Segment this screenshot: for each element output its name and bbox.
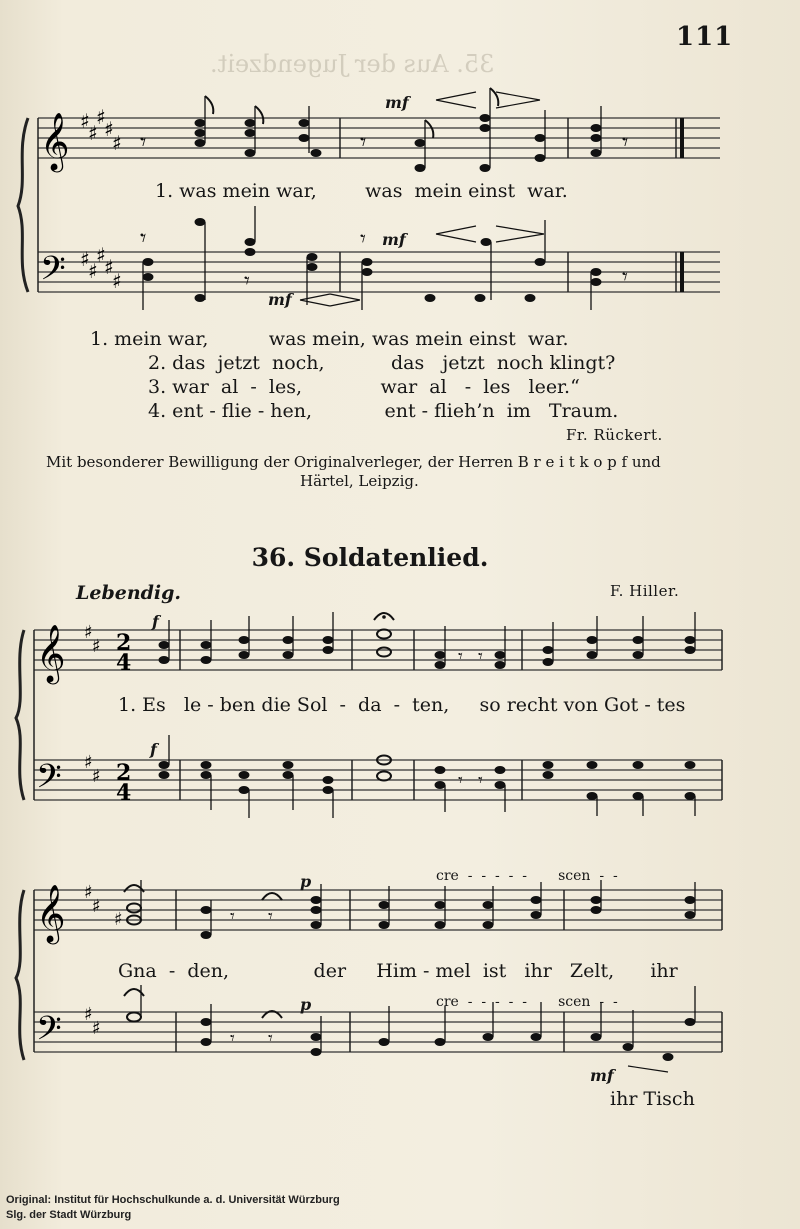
svg-text:♯: ♯ (96, 243, 106, 267)
song-title: 36. Soldatenlied. (251, 543, 489, 572)
svg-text:♯: ♯ (84, 1004, 93, 1025)
svg-text:𝄾: 𝄾 (458, 646, 463, 667)
svg-text:♯: ♯ (84, 752, 93, 773)
svg-text:𝄾: 𝄾 (458, 770, 463, 791)
svg-text:𝄾: 𝄾 (244, 269, 250, 294)
svg-text:𝄾: 𝄾 (230, 1028, 235, 1049)
dynamic-mf-lower: mf (268, 290, 292, 309)
svg-text:♯: ♯ (112, 131, 122, 155)
svg-text:♯: ♯ (84, 882, 93, 903)
svg-text:𝄾: 𝄾 (478, 770, 483, 791)
svg-text:𝄞: 𝄞 (36, 884, 66, 942)
svg-text:𝄾: 𝄾 (140, 224, 147, 252)
dynamic-p-lower: p (300, 995, 312, 1014)
system-1-score (0, 0, 800, 440)
svg-text:𝄾: 𝄾 (622, 265, 628, 290)
svg-text:𝄢: 𝄢 (36, 1010, 62, 1056)
svg-text:♯: ♯ (92, 636, 101, 657)
svg-text:♯: ♯ (104, 255, 114, 279)
dynamic-mf-middle: mf (382, 230, 406, 249)
svg-text:𝄞: 𝄞 (36, 624, 66, 682)
lyrics-verse-1: 1. mein war, was mein, was mein einst war. (90, 328, 569, 350)
time-sig-top-treble: 2 (116, 630, 132, 656)
svg-text:♯: ♯ (84, 622, 93, 643)
composer-credit: F. Hiller. (610, 582, 680, 600)
svg-text:𝄾: 𝄾 (268, 906, 273, 927)
crescendo-lower: cre - - - - - scen - - (436, 994, 618, 1010)
svg-text:♯: ♯ (92, 1018, 101, 1039)
dynamic-p-upper: p (300, 872, 312, 891)
bleed-through-heading: 35. Aus der Jugendzeit. (210, 50, 495, 78)
svg-text:𝄾: 𝄾 (360, 128, 367, 156)
lyrics-verse-3: 3. war al - les, war al - les leer.“ (148, 376, 580, 398)
svg-text:𝄞: 𝄞 (40, 112, 70, 170)
footer-source: Original: Institut für Hochschulkunde a. d. Universität Würzburg (6, 1194, 340, 1206)
page-number: 111 (676, 22, 734, 52)
svg-text:♯: ♯ (88, 259, 98, 283)
svg-text:𝄾: 𝄾 (360, 227, 366, 252)
svg-text:♯: ♯ (80, 247, 90, 271)
lyrics-verse-4: 4. ent - flie - hen, ent - flieh’n im Traum. (148, 400, 619, 422)
svg-text:♯: ♯ (96, 105, 106, 129)
time-sig-bottom-bass: 4 (116, 780, 132, 806)
dynamic-f-upper: f (152, 612, 159, 631)
svg-text:𝄾: 𝄾 (478, 646, 483, 667)
time-sig-bottom-treble: 4 (116, 650, 132, 676)
svg-text:𝄾: 𝄾 (140, 128, 147, 156)
svg-text:♯: ♯ (112, 269, 122, 293)
dynamic-f-lower: f (150, 740, 157, 759)
svg-text:𝄾: 𝄾 (268, 1028, 273, 1049)
svg-text:♯: ♯ (80, 109, 90, 133)
dynamic-mf-upper: mf (385, 93, 409, 112)
lyrics-verse-2: 2. das jetzt noch, das jetzt noch klingt? (148, 352, 616, 374)
svg-text:𝄾: 𝄾 (622, 128, 629, 156)
svg-text:𝄢: 𝄢 (40, 250, 66, 296)
lyrics-song-line-1: 1. Es le - ben die Sol - da - ten, so recht von Got - tes (118, 694, 686, 716)
lyrics-upper-line: 1. was mein war, was mein einst war. (155, 180, 568, 202)
footer-collection: Slg. der Stadt Würzburg (6, 1209, 132, 1221)
time-sig-top-bass: 2 (116, 760, 132, 786)
lyricist-credit: Fr. Rückert. (566, 426, 663, 444)
system-3-score (0, 880, 800, 1100)
svg-text:𝄢: 𝄢 (36, 758, 62, 804)
permission-note-line2: Härtel, Leipzig. (300, 472, 419, 490)
svg-text:♯: ♯ (92, 896, 101, 917)
svg-text:♯: ♯ (88, 121, 98, 145)
svg-text:♯: ♯ (104, 117, 114, 141)
lyrics-song-line-2: Gna - den, der Him - mel ist ihr Zelt, ihr (118, 960, 678, 982)
crescendo-upper: cre - - - - - scen - - (436, 868, 618, 884)
svg-text:♯: ♯ (114, 909, 123, 930)
dynamic-mf-final: mf (590, 1066, 614, 1085)
svg-text:♯: ♯ (92, 766, 101, 787)
tempo-marking: Lebendig. (76, 582, 182, 604)
permission-note-line1: Mit besonderer Bewilligung der Originalverleger, der Herren B r e i t k o p f und (46, 453, 661, 471)
lyrics-song-line-3: ihr Tisch (610, 1088, 695, 1110)
svg-text:𝄾: 𝄾 (230, 906, 235, 927)
